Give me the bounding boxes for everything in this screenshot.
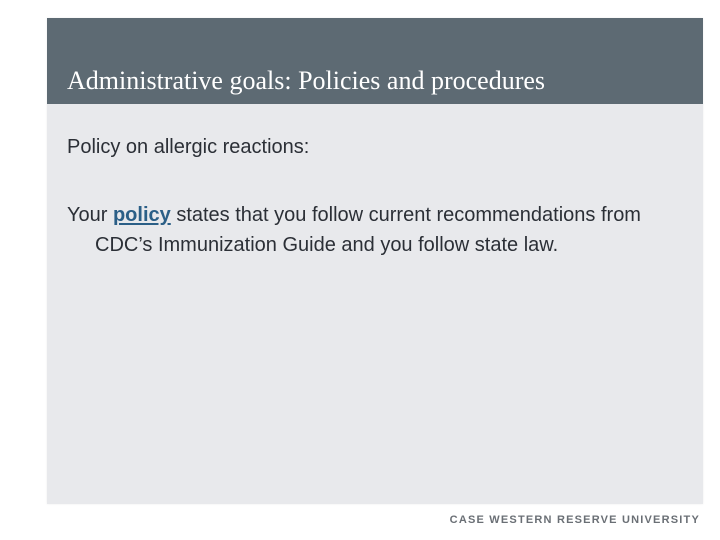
paragraph-suffix: states that you follow current recommendations from CDC’s Immunization Guide and you follow state law. [95,204,641,256]
title-bar [47,18,703,104]
paragraph-prefix: Your [67,204,113,226]
subheading: Policy on allergic reactions: [67,136,310,158]
policy-link[interactable]: policy [112,204,171,226]
policy-paragraph [67,200,687,260]
university-logo: CASE WESTERN RESERVE UNIVERSITY [449,514,700,526]
slide-content [67,132,687,260]
slide-title: Administrative goals: Policies and procedures [67,66,546,95]
slide-panel [47,18,703,504]
